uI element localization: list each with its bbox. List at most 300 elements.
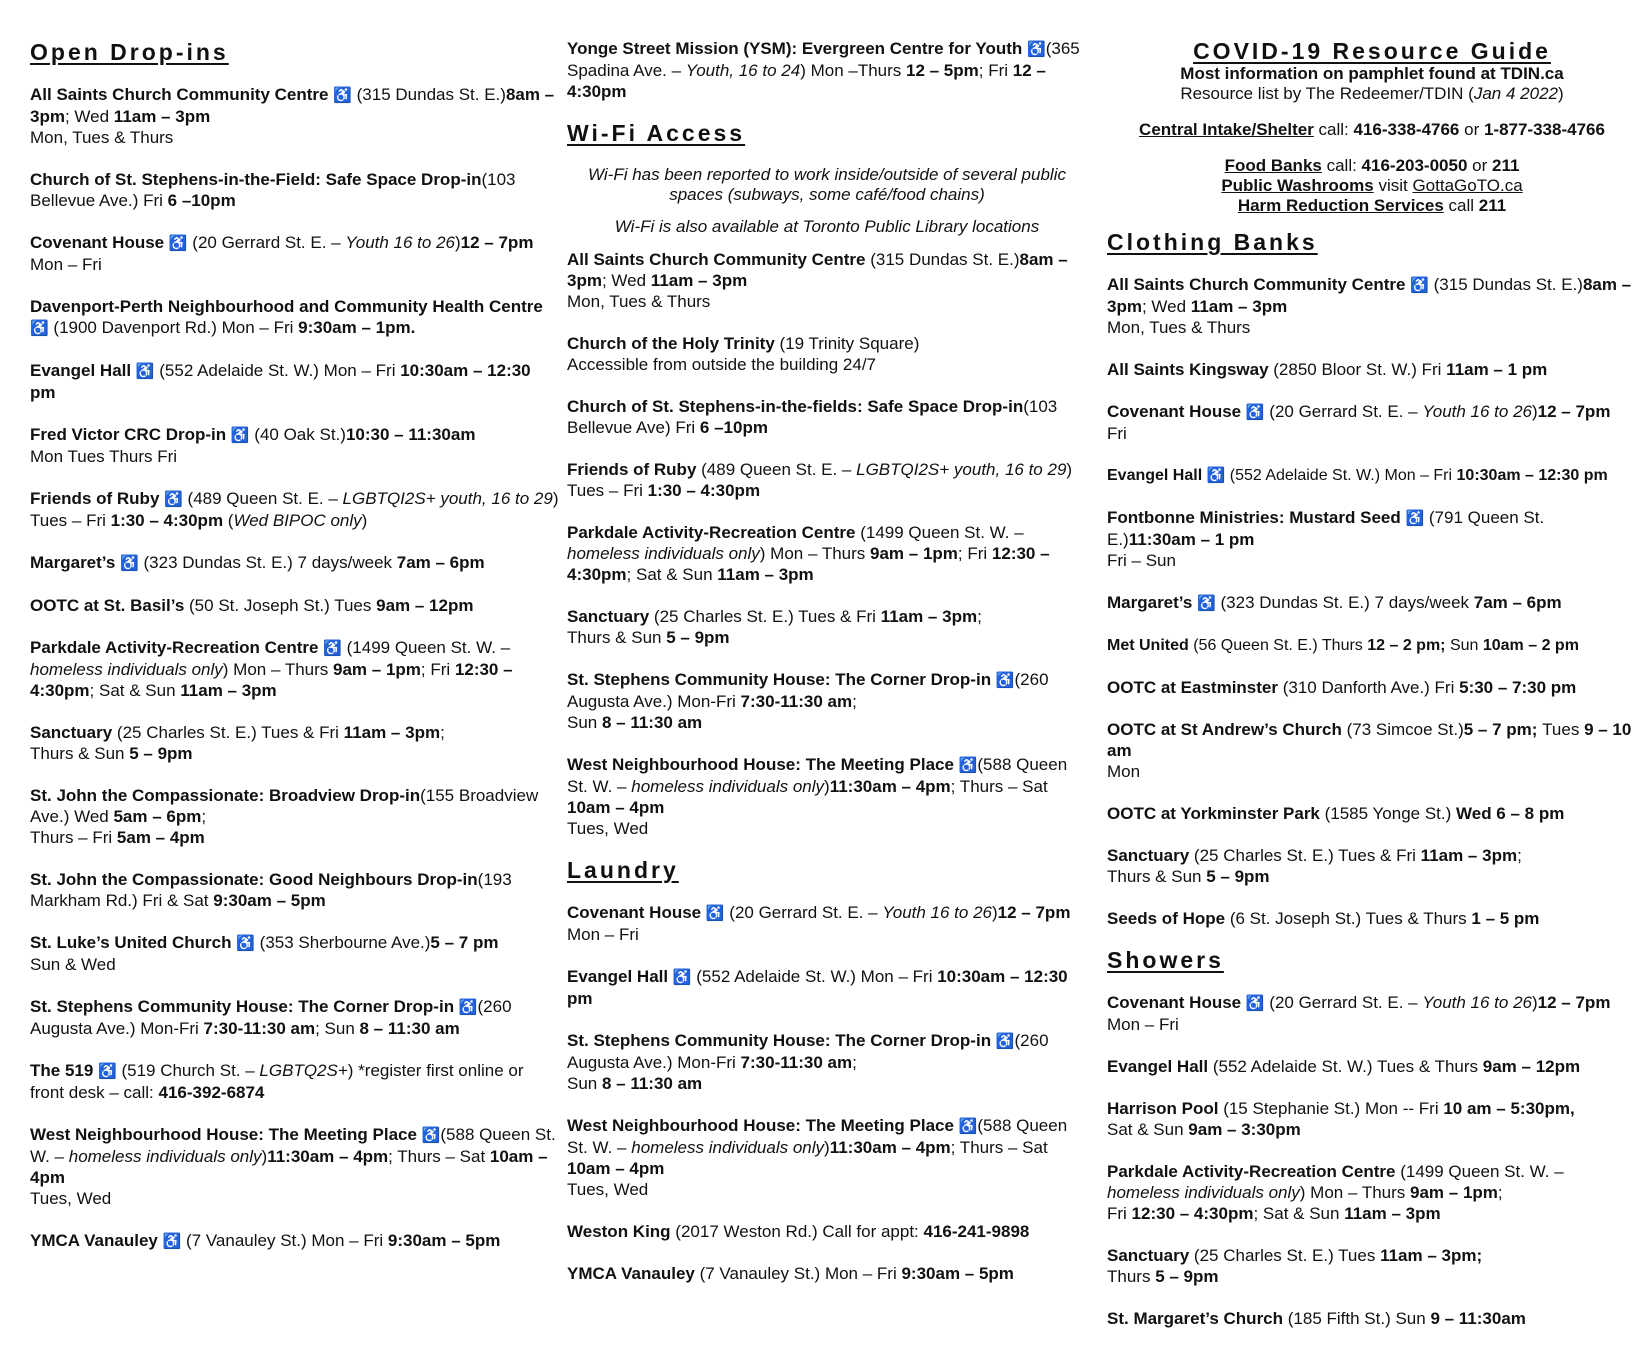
entry-name: Church of the Holy Trinity <box>567 334 775 353</box>
entry-name: St. John the Compassionate: Broadview Drop-in <box>30 786 421 805</box>
entry-name: West Neighbourhood House: The Meeting Place <box>567 1116 954 1135</box>
list-item <box>567 606 1087 648</box>
list-item <box>30 996 560 1039</box>
list-item <box>30 552 560 574</box>
entry-hours-line2: 8 – 11:30 am <box>601 713 703 732</box>
entry-address-cont: ) *register first online or front desk – call: <box>30 1061 524 1102</box>
list-item <box>1107 803 1637 824</box>
entry-hours-2: 11am – 3pm <box>650 271 748 290</box>
entry-hours: 1 – 5 pm <box>1471 909 1540 928</box>
entry-hours-line2: 5 – 9pm <box>1155 1267 1219 1286</box>
list-item <box>567 396 1087 438</box>
accessible-icon: ♿ <box>30 320 49 337</box>
entry-name: St. Stephens Community House: The Corner Drop-in <box>567 1031 992 1050</box>
entry-hours: 10:30am – 12:30 pm <box>567 967 1068 1008</box>
entry-address: (552 Adelaide St. W.) Mon – Fri <box>691 967 938 986</box>
guide-subtitle: Most information on pamphlet found at TDIN.ca <box>1180 64 1564 83</box>
entry-hours: 9:30am – 5pm <box>901 1264 1014 1283</box>
entry-hours-sep: ; <box>440 723 445 742</box>
harm-reduction-line <box>1107 196 1637 216</box>
entry-note: LGBTQ2S+ <box>259 1061 348 1080</box>
entry-name: West Neighbourhood House: The Meeting Place <box>30 1125 417 1144</box>
entry-address: (155 Broadview Ave.) Wed <box>30 786 539 826</box>
entry-address: (50 St. Joseph St.) Tues <box>184 596 377 615</box>
entry-address: (1499 Queen St. W. – <box>855 523 1024 542</box>
list-item <box>1107 507 1637 571</box>
entry-address-cont: ) <box>824 1138 830 1157</box>
entry-note: Youth, 16 to 24 <box>685 61 801 80</box>
accessible-icon: ♿ <box>162 1233 182 1250</box>
food-banks-line <box>1107 156 1637 176</box>
column-middle <box>567 38 1087 1305</box>
list-item <box>567 459 1087 501</box>
entry-hours-sep: ; Sun <box>315 1019 360 1038</box>
list-item <box>1107 635 1637 656</box>
entry-hours: 10:30 – 11:30am <box>345 425 476 444</box>
list-item <box>567 754 1087 839</box>
entry-hours: 6 –10pm <box>699 418 768 437</box>
entry-hours: 11am – 3pm; <box>1380 1246 1483 1265</box>
entry-address: (1499 Queen St. W. – <box>1395 1162 1564 1181</box>
entry-name: Yonge Street Mission (YSM): Evergreen Centre for Youth <box>567 39 1023 58</box>
entry-name: Weston King <box>567 1222 671 1241</box>
entry-hours: 12 – 7pm <box>1537 993 1611 1012</box>
entry-days: Fri – Sun <box>1107 551 1176 570</box>
entry-hours-line2-b: 11am – 3pm <box>1344 1204 1441 1223</box>
list-item <box>567 1115 1087 1200</box>
entry-hours: 11:30am – 4pm <box>829 1138 951 1157</box>
entry-hours: 5:30 – 7:30 pm <box>1459 678 1577 697</box>
entry-name: Covenant House <box>1107 402 1242 421</box>
entry-hours-sep: Sun <box>1449 637 1483 654</box>
list-item <box>1107 401 1637 444</box>
entry-hours: 7:30-11:30 am <box>740 692 853 711</box>
entry-address-cont: ) <box>992 903 998 922</box>
entry-note: Youth 16 to 26 <box>345 233 455 252</box>
guide-title: COVID-19 Resource Guide <box>1193 38 1551 64</box>
entry-hours: 6 –10pm <box>167 191 236 210</box>
accessible-icon: ♿ <box>135 363 155 380</box>
entry-name: Covenant House <box>1107 993 1242 1012</box>
entry-hours-2: 10am – 4pm <box>567 798 665 817</box>
entry-hours-sep: ; Thurs – Sat <box>950 777 1048 796</box>
entry-name: Evangel Hall <box>30 361 132 380</box>
list-item <box>30 296 560 339</box>
list-item <box>1107 845 1637 887</box>
section-title-laundry: Laundry <box>567 857 679 883</box>
entry-address: (519 Church St. – <box>116 1061 260 1080</box>
list-item <box>30 637 560 701</box>
entry-address: (310 Danforth Ave.) Fri <box>1278 678 1460 697</box>
entry-name: OOTC at St. Basil’s <box>30 596 185 615</box>
entry-hours: 9am – 12pm <box>1482 1057 1581 1076</box>
entry-name: Margaret’s <box>1107 593 1193 612</box>
accessible-icon: ♿ <box>995 1033 1015 1050</box>
list-item <box>30 932 560 975</box>
entry-address: (40 Oak St.) <box>249 425 346 444</box>
entry-address: (103 Bellevue Ave.) Fri <box>30 170 516 210</box>
washrooms-line <box>1107 176 1637 196</box>
entry-note: homeless individuals only <box>1107 1183 1300 1202</box>
entry-address: (1585 Yonge St.) <box>1319 804 1456 823</box>
entry-name: Friends of Ruby <box>567 460 697 479</box>
entry-hours: 12 – 7pm <box>460 233 534 252</box>
entry-name: St. Margaret’s Church <box>1107 1309 1284 1328</box>
entry-hours-2: 12:30 – 4:30pm <box>30 660 513 700</box>
entry-hours: 416-392-6874 <box>158 1083 265 1102</box>
entry-address: (19 Trinity Square) <box>774 334 920 353</box>
entry-hours-sep: ; <box>201 807 207 826</box>
accessible-icon: ♿ <box>958 757 978 774</box>
entry-name: Sanctuary <box>30 723 113 742</box>
list-item <box>30 595 560 616</box>
entry-days: Sun & Wed <box>30 955 116 974</box>
entry-hours: 12 – 7pm <box>997 903 1071 922</box>
entry-address: (1900 Davenport Rd.) Mon – Fri <box>48 318 299 337</box>
open-dropins-list <box>30 84 560 1252</box>
ysm-entry-container <box>567 38 1087 102</box>
list-item <box>30 232 560 275</box>
entry-days: Tues, Wed <box>567 1180 649 1199</box>
entry-hours: 11:30am – 4pm <box>829 777 951 796</box>
entry-hours-sep-2: ; Sat & Sun <box>626 565 718 584</box>
entry-hours-2: 9 – 10 am <box>1107 720 1632 760</box>
entry-hours-sep: ; <box>852 1053 857 1072</box>
list-item <box>1107 719 1637 782</box>
accessible-icon: ♿ <box>1027 41 1046 58</box>
list-item <box>1107 1161 1637 1224</box>
entry-name: Fontbonne Ministries: Mustard Seed <box>1107 508 1401 527</box>
list-item <box>30 488 560 531</box>
entry-hours: Wed 6 – 8 pm <box>1456 804 1565 823</box>
entry-hours-2: 10am – 2 pm <box>1482 637 1579 654</box>
entry-days: Mon – Fri <box>1107 1015 1179 1034</box>
entry-address: (7 Vanauley St.) Mon – Fri <box>181 1231 388 1250</box>
entry-days: Thurs & Sun <box>30 744 130 763</box>
entry-address: (103 Bellevue Ave) Fri <box>567 397 1058 437</box>
list-item <box>1107 592 1637 614</box>
list-item <box>30 360 560 403</box>
entry-name: Sanctuary <box>1107 1246 1190 1265</box>
entry-name: Sanctuary <box>1107 846 1190 865</box>
entry-name: OOTC at St Andrew’s Church <box>1107 720 1342 739</box>
entry-note: homeless individuals only <box>631 777 825 796</box>
entry-address: (15 Stephanie St.) Mon -- Fri <box>1218 1099 1444 1118</box>
entry-address: (20 Gerrard St. E. – <box>1264 402 1423 421</box>
entry-hours-2: 10am – 4pm <box>30 1147 548 1187</box>
entry-address-cont: ) Tues – Fri <box>567 460 1073 500</box>
entry-hours-sep: ; Wed <box>64 107 114 126</box>
entry-hours-2: 10am – 4pm <box>567 1159 665 1178</box>
entry-hours-sep: ; <box>852 692 857 711</box>
list-item <box>1107 908 1637 929</box>
entry-hours-2: 12 – 4:30pm <box>567 61 1046 101</box>
entry-hours-3: 11am – 3pm <box>180 681 277 700</box>
entry-hours-line2: 5 – 9pm <box>1206 867 1270 886</box>
entry-name: OOTC at Yorkminster Park <box>1107 804 1320 823</box>
entry-hours: 5 – 7 pm; <box>1463 720 1543 739</box>
entry-days: Accessible from outside the building 24/7 <box>567 355 877 374</box>
accessible-icon: ♿ <box>672 969 692 986</box>
entry-hours: 1:30 – 4:30pm <box>647 481 761 500</box>
section-title-wifi: Wi-Fi Access <box>567 120 746 146</box>
entry-days: Mon Tues Thurs Fri <box>30 447 178 466</box>
harm-reduction-phone: 211 <box>1478 196 1507 215</box>
entry-name: Parkdale Activity-Recreation Centre <box>1107 1162 1396 1181</box>
entry-hours-line2: 5 – 9pm <box>129 744 193 763</box>
accessible-icon: ♿ <box>705 905 725 922</box>
entry-name: All Saints Kingsway <box>1107 360 1269 379</box>
showers-list <box>1107 992 1637 1329</box>
entry-hours-sep: ; Fri <box>957 544 992 563</box>
entry-name: YMCA Vanauley <box>30 1231 158 1250</box>
accessible-icon: ♿ <box>236 935 255 952</box>
entry-name: Seeds of Hope <box>1107 909 1226 928</box>
entry-name: St. Stephens Community House: The Corner Drop-in <box>30 997 455 1016</box>
entry-hours-sep: ; <box>977 607 982 626</box>
entry-address: (260 Augusta Ave.) Mon-Fri <box>567 1031 1049 1072</box>
entry-hours: 5 – 7 pm <box>430 933 499 952</box>
wifi-note-public-spaces: Wi-Fi has been reported to work inside/outside of several public spaces (subways, some café/food chains) <box>588 165 1066 204</box>
entry-hours: 10:30am – 12:30 pm <box>30 361 531 402</box>
accessible-icon: ♿ <box>1405 510 1425 527</box>
list-item <box>30 424 560 467</box>
entry-days: Sun <box>567 713 602 732</box>
accessible-icon: ♿ <box>1245 404 1265 421</box>
entry-address: (2850 Bloor St. W.) Fri <box>1268 360 1447 379</box>
entry-address: (25 Charles St. E.) Tues & Fri <box>112 723 344 742</box>
entry-name: Church of St. Stephens-in-the-Field: Safe Space Drop-in <box>30 170 482 189</box>
entry-hours: 11:30am – 4pm <box>267 1147 389 1166</box>
accessible-icon: ♿ <box>421 1127 441 1144</box>
section-title-clothing: Clothing Banks <box>1107 229 1318 255</box>
entry-hours-sep: ; Fri <box>420 660 455 679</box>
entry-address: (25 Charles St. E.) Tues & Fri <box>649 607 881 626</box>
entry-name: OOTC at Eastminster <box>1107 678 1278 697</box>
entry-address-cont: ) <box>455 233 461 252</box>
entry-address: (1499 Queen St. W. – <box>341 638 511 657</box>
guide-credit-prefix: Resource list by The Redeemer/TDIN ( <box>1180 84 1474 103</box>
entry-address-cont: ) Mon – Thurs <box>759 544 871 563</box>
list-item <box>567 1221 1087 1242</box>
accessible-icon: ♿ <box>1245 995 1265 1012</box>
entry-hours: 12 – 7pm <box>1537 402 1611 421</box>
guide-date: Jan 4 2022 <box>1473 84 1558 103</box>
entry-address: (588 Queen St. W. – <box>567 1116 1068 1157</box>
entry-hours: 9:30am – 1pm. <box>298 318 416 337</box>
harm-reduction-label: Harm Reduction Services <box>1237 196 1444 215</box>
entry-address: (315 Dundas St. E.) <box>865 250 1020 269</box>
entry-hours: 1:30 – 4:30pm <box>110 511 224 530</box>
entry-name: St. Luke’s United Church <box>30 933 232 952</box>
entry-hours-sep: ; Thurs – Sat <box>388 1147 490 1166</box>
entry-address: (489 Queen St. E. – <box>182 489 343 508</box>
washrooms-label: Public Washrooms <box>1221 176 1374 195</box>
entry-hours-line2: 9am – 3:30pm <box>1188 1120 1301 1139</box>
entry-address: (552 Adelaide St. W.) Mon – Fri <box>1225 467 1457 484</box>
harm-reduction-call: call <box>1443 196 1479 215</box>
list-item <box>1107 1245 1637 1287</box>
list-item <box>1107 992 1637 1035</box>
entry-hours: 11am – 3pm <box>880 607 978 626</box>
entry-hours-line2: 8 – 11:30 am <box>601 1074 703 1093</box>
entry-address: (20 Gerrard St. E. – <box>1264 993 1423 1012</box>
entry-address: (353 Sherbourne Ave.) <box>254 933 431 952</box>
entry-address: (552 Adelaide St. W.) Mon – Fri <box>154 361 401 380</box>
accessible-icon: ♿ <box>1197 595 1216 612</box>
entry-hours: 7:30-11:30 am <box>203 1019 316 1038</box>
entry-name: St. John the Compassionate: Good Neighbours Drop-in <box>30 870 478 889</box>
list-item <box>567 333 1087 375</box>
central-intake-phone-1: 416-338-4766 <box>1353 120 1460 139</box>
central-intake-label: Central Intake/Shelter <box>1139 120 1314 139</box>
accessible-icon: ♿ <box>164 491 183 508</box>
list-item <box>30 785 560 848</box>
entry-address: (185 Fifth St.) Sun <box>1283 1309 1431 1328</box>
entry-days: Mon, Tues & Thurs <box>30 128 174 147</box>
entry-address: (791 Queen St. E.) <box>1107 508 1545 549</box>
accessible-icon: ♿ <box>168 235 188 252</box>
entry-note: LGBTQI2S+ youth, 16 to 29 <box>342 489 553 508</box>
accessible-icon: ♿ <box>333 87 352 104</box>
entry-hours: 7am – 6pm <box>396 553 485 572</box>
entry-days: Thurs – Fri <box>30 828 117 847</box>
entry-address: (260 Augusta Ave.) Mon-Fri <box>30 997 512 1038</box>
entry-hours-3: 11am – 3pm <box>717 565 814 584</box>
list-item <box>1107 1056 1637 1077</box>
entry-hours: 9am – 1pm <box>1410 1183 1498 1202</box>
wifi-note-library: Wi-Fi is also available at Toronto Public Library locations <box>614 217 1040 236</box>
entry-hours-line2: 12:30 – 4:30pm <box>1131 1204 1254 1223</box>
entry-hours-2: 8 – 11:30 am <box>359 1019 460 1038</box>
washrooms-visit: visit <box>1373 176 1413 195</box>
food-banks-phone: 416-203-0050 <box>1361 156 1468 175</box>
list-item <box>567 669 1087 733</box>
entry-hours: 9am – 12pm <box>376 596 474 615</box>
entry-hours: 9:30am – 5pm <box>387 1231 501 1250</box>
entry-address: (56 Queen St. E.) Thurs <box>1188 637 1368 654</box>
central-intake-call: call: <box>1313 120 1354 139</box>
entry-address: (323 Dundas St. E.) 7 days/week <box>1215 593 1474 612</box>
entry-address-cont: ) <box>1532 993 1538 1012</box>
food-banks-call: call: <box>1321 156 1362 175</box>
entry-name: Fred Victor CRC Drop-in <box>30 425 227 444</box>
list-item <box>30 1124 560 1209</box>
entry-days: Sun <box>567 1074 602 1093</box>
clothing-list <box>1107 274 1637 929</box>
entry-note: Youth 16 to 26 <box>1422 402 1532 421</box>
entry-address: (20 Gerrard St. E. – <box>724 903 883 922</box>
entry-name: All Saints Church Community Centre <box>1107 275 1406 294</box>
entry-address: (552 Adelaide St. W.) Tues & Thurs <box>1208 1057 1483 1076</box>
entry-hours: 416-241-9898 <box>923 1222 1030 1241</box>
accessible-icon: ♿ <box>98 1063 117 1080</box>
section-title-open-dropins: Open Drop-ins <box>30 39 229 65</box>
entry-hours: 10 am – 5:30pm, <box>1443 1099 1575 1118</box>
entry-hours: 9:30am – 5pm <box>213 891 326 910</box>
list-item <box>567 966 1087 1009</box>
entry-tail-end: ) <box>361 511 368 530</box>
entry-hours: 11:30am – 1 pm <box>1128 530 1255 549</box>
entry-days: Mon <box>1107 762 1141 781</box>
list-item <box>1107 465 1637 486</box>
entry-hours-sep: ; <box>1517 846 1522 865</box>
entry-days: Thurs <box>1107 1267 1156 1286</box>
entry-hours: 8am – 3pm <box>1107 275 1632 316</box>
entry-hours: 8am – 3pm <box>567 250 1068 290</box>
entry-days: Thurs & Sun <box>1107 867 1207 886</box>
section-title-showers: Showers <box>1107 947 1224 973</box>
entry-hours: 12 – 2 pm; <box>1367 637 1450 654</box>
entry-days: Fri <box>1107 424 1127 443</box>
entry-hours: 7am – 6pm <box>1473 593 1562 612</box>
entry-name: The 519 <box>30 1061 94 1080</box>
entry-address: (193 Markham Rd.) Fri & Sat <box>30 870 512 910</box>
entry-hours-line2: 5 – 9pm <box>666 628 730 647</box>
entry-name: Evangel Hall <box>1107 467 1203 484</box>
accessible-icon: ♿ <box>958 1118 978 1135</box>
entry-name: Friends of Ruby <box>30 489 160 508</box>
entry-address-cont: ) Mon – Thurs <box>1299 1183 1411 1202</box>
entry-name: Covenant House <box>30 233 165 252</box>
entry-days: Mon – Fri <box>30 255 102 274</box>
list-item <box>1107 1098 1637 1140</box>
entry-hours-sep: ; Thurs – Sat <box>950 1138 1048 1157</box>
list-item <box>567 38 1087 102</box>
list-item <box>1107 359 1637 380</box>
entry-hours-sep: ; Wed <box>601 271 651 290</box>
entry-name: West Neighbourhood House: The Meeting Place <box>567 755 954 774</box>
entry-address: (588 Queen St. W. – <box>567 755 1068 796</box>
list-item <box>567 1030 1087 1094</box>
accessible-icon: ♿ <box>323 640 342 657</box>
entry-days: Mon, Tues & Thurs <box>567 292 711 311</box>
column-open-dropins <box>30 38 560 1273</box>
entry-name: Parkdale Activity-Recreation Centre <box>567 523 856 542</box>
entry-name: Davenport-Perth Neighbourhood and Community Health Centre <box>30 297 543 316</box>
accessible-icon: ♿ <box>120 555 139 572</box>
entry-tail: ( <box>223 511 234 530</box>
accessible-icon: ♿ <box>458 999 478 1016</box>
entry-address-cont: ) Mon – Thurs <box>222 660 334 679</box>
entry-address: (2017 Weston Rd.) Call for appt: <box>670 1222 924 1241</box>
entry-address: (260 Augusta Ave.) Mon-Fri <box>567 670 1049 711</box>
accessible-icon: ♿ <box>1410 277 1429 294</box>
entry-note: homeless individuals only <box>30 660 223 679</box>
entry-address: (315 Dundas St. E.) <box>1428 275 1583 294</box>
entry-hours-2: 12:30 – 4:30pm <box>567 544 1050 584</box>
list-item <box>30 84 560 148</box>
entry-address-cont: ) Tues – Fri <box>30 489 559 530</box>
accessible-icon: ♿ <box>995 672 1015 689</box>
entry-name: Covenant House <box>567 903 702 922</box>
entry-name: Evangel Hall <box>1107 1057 1209 1076</box>
entry-address: (25 Charles St. E.) Tues <box>1189 1246 1381 1265</box>
entry-hours: 11am – 3pm <box>1420 846 1518 865</box>
accessible-icon: ♿ <box>1206 467 1226 484</box>
entry-hours-line2-sep: ; Sat & Sun <box>1253 1204 1345 1223</box>
list-item <box>567 249 1087 312</box>
entry-name: Harrison Pool <box>1107 1099 1219 1118</box>
entry-name: All Saints Church Community Centre <box>30 85 329 104</box>
central-intake-phone-2: 1-877-338-4766 <box>1483 120 1605 139</box>
entry-hours-sep: ; Fri <box>978 61 1013 80</box>
entry-note: Youth 16 to 26 <box>882 903 992 922</box>
entry-note: homeless individuals only <box>68 1147 262 1166</box>
entry-hours: 10:30am – 12:30 pm <box>1456 467 1608 484</box>
washrooms-link[interactable]: GottaGoTO.ca <box>1412 176 1523 195</box>
entry-hours-sep: ; Wed <box>1141 297 1191 316</box>
